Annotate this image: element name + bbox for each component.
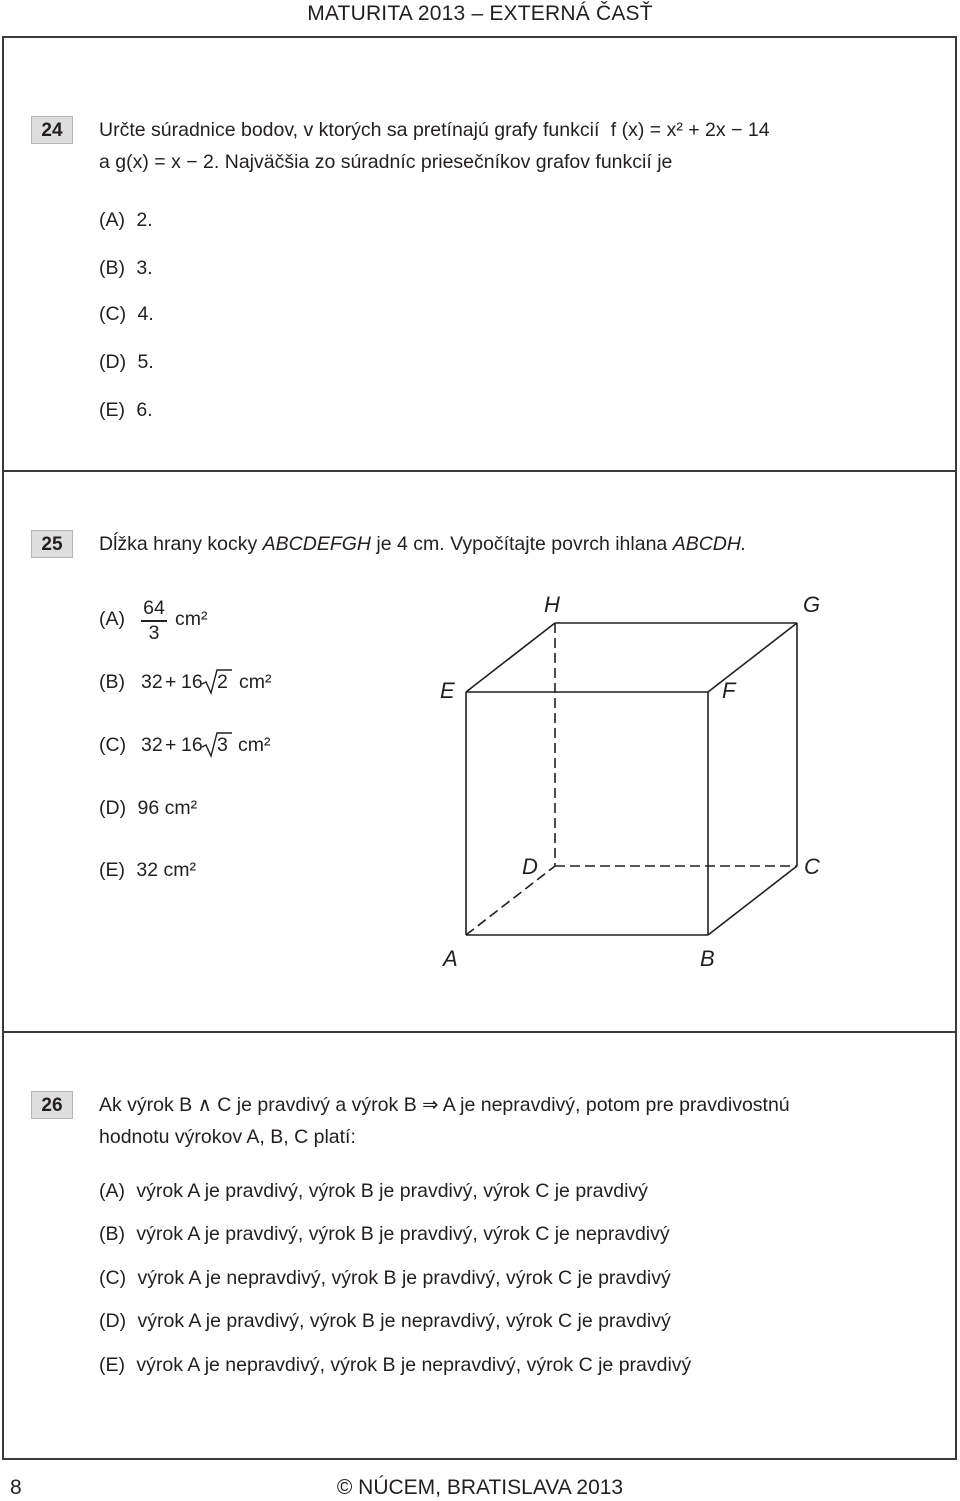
- q24-line1-text: Určte súradnice bodov, v ktorých sa pretínajú grafy funkcií: [99, 119, 600, 141]
- option-text: 6.: [136, 399, 153, 421]
- q26-line1: Ak výrok B ∧ C je pravdivý a výrok B ⇒ A je nepravdivý, potom pre pravdivostnú: [99, 1094, 790, 1116]
- term-b: 16: [181, 734, 203, 756]
- option-text: 96 cm²: [137, 797, 198, 819]
- q24-fx: f (x) = x² + 2x − 14: [610, 119, 770, 141]
- option-label: (E): [99, 1354, 125, 1376]
- option-label: (D): [99, 1310, 127, 1332]
- option-label: (E): [99, 859, 125, 881]
- q26-option-a[interactable]: [99, 1179, 648, 1203]
- edge-ad-hidden: [466, 866, 555, 935]
- q26-option-c[interactable]: [99, 1266, 671, 1290]
- radicand: 2: [217, 671, 228, 693]
- option-text: výrok A je nepravdivý, výrok B je pravdivý, výrok C je pravdivý: [137, 1267, 671, 1289]
- option-label: (B): [99, 671, 125, 693]
- q25-text-pre: Dĺžka hrany kocky: [99, 533, 258, 555]
- option-label: (D): [99, 797, 127, 819]
- option-text: výrok A je pravdivý, výrok B je pravdivý, výrok C je pravdivý: [136, 1180, 648, 1202]
- q25-pyramid-name: ABCDH.: [672, 533, 747, 555]
- option-label: (A): [99, 209, 125, 231]
- option-unit: cm²: [238, 734, 271, 756]
- fraction-denominator: 3: [148, 622, 160, 644]
- option-unit: cm²: [239, 671, 272, 693]
- option-label: (E): [99, 399, 125, 421]
- option-label: (A): [99, 1180, 125, 1202]
- question-number-24: 24: [31, 116, 73, 144]
- vertex-label-h: H: [544, 592, 560, 617]
- option-text: 32 cm²: [136, 859, 197, 881]
- q25-cube-name: ABCDEFGH: [262, 533, 371, 555]
- q24-gx: g(x) = x − 2.: [115, 151, 220, 173]
- option-text: výrok A je pravdivý, výrok B je nepravdivý, výrok C je pravdivý: [137, 1310, 671, 1332]
- page-number: 8: [10, 1476, 22, 1499]
- fraction-numerator: 64: [143, 597, 165, 619]
- q26-line2: hodnotu výrokov A, B, C platí:: [99, 1126, 356, 1148]
- option-label: (C): [99, 734, 127, 756]
- plus-sign: +: [165, 734, 177, 756]
- option-label: (B): [99, 1223, 125, 1245]
- option-text: 5.: [137, 351, 154, 373]
- q24-line2-text: Najväčšia zo súradníc priesečníkov grafov funkcií je: [224, 151, 673, 173]
- copyright: © NÚCEM, BRATISLAVA 2013: [336, 1476, 624, 1499]
- plus-sign: +: [165, 671, 177, 693]
- option-text: výrok A je nepravdivý, výrok B je nepravdivý, výrok C je pravdivý: [136, 1354, 692, 1376]
- question-number-25: 25: [31, 530, 73, 558]
- vertex-label-e: E: [440, 678, 455, 703]
- option-label: (D): [99, 351, 127, 373]
- vertex-label-c: C: [804, 854, 820, 879]
- q24-line2-prefix: a: [99, 151, 110, 173]
- option-text: 4.: [137, 303, 154, 325]
- radicand: 3: [217, 734, 228, 756]
- option-label: (A): [99, 608, 125, 630]
- vertex-label-b: B: [700, 946, 715, 971]
- q25-text-mid: je 4 cm. Vypočítajte povrch ihlana: [376, 533, 668, 555]
- option-text: výrok A je pravdivý, výrok B je pravdivý, výrok C je nepravdivý: [136, 1223, 670, 1245]
- q26-option-e[interactable]: [99, 1353, 691, 1377]
- vertex-label-g: G: [803, 592, 821, 617]
- edge-eh: [466, 623, 555, 692]
- term-a: 32: [141, 734, 163, 756]
- option-text: 3.: [136, 257, 153, 279]
- q26-option-d[interactable]: [99, 1309, 671, 1333]
- term-b: 16: [181, 671, 203, 693]
- option-label: (C): [99, 303, 127, 325]
- term-a: 32: [141, 671, 163, 693]
- vertex-label-d: D: [522, 854, 538, 879]
- q26-option-b[interactable]: [99, 1222, 670, 1246]
- option-unit: cm²: [175, 608, 208, 630]
- question-number-26: 26: [31, 1091, 73, 1119]
- option-label: (B): [99, 257, 125, 279]
- vertex-label-f: F: [722, 678, 736, 703]
- option-text: 2.: [136, 209, 153, 231]
- vertex-label-a: A: [443, 946, 458, 971]
- edge-bc: [708, 866, 797, 935]
- page-header: MATURITA 2013 – EXTERNÁ ČASŤ: [307, 2, 653, 25]
- option-label: (C): [99, 1267, 127, 1289]
